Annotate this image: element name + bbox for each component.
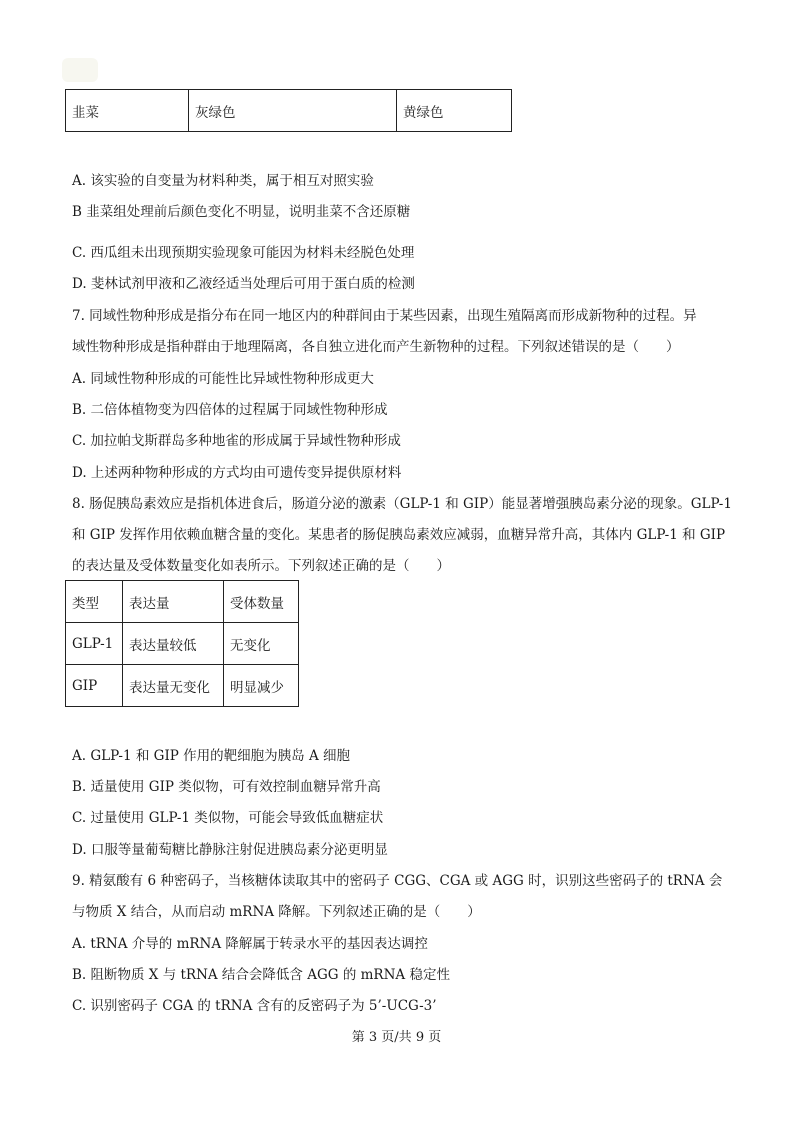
- table-cell: 表达量较低: [123, 623, 224, 665]
- q7-option-b: B. 二倍体植物变为四倍体的过程属于同域性物种形成: [72, 402, 388, 418]
- q9-option-c: C. 识别密码子 CGA 的 tRNA 含有的反密码子为 5’-UCG-3’: [72, 998, 437, 1014]
- table-header-cell: 类型: [66, 581, 123, 623]
- table-cell: 黄绿色: [397, 90, 512, 132]
- q6-option-d: D. 斐林试剂甲液和乙液经适当处理后可用于蛋白质的检测: [72, 276, 415, 292]
- q7-option-c: C. 加拉帕戈斯群岛多种地雀的形成属于异域性物种形成: [72, 433, 401, 449]
- table-header-cell: 表达量: [123, 581, 224, 623]
- table-cell: 韭菜: [66, 90, 189, 132]
- table-header-row: [66, 581, 299, 623]
- q6-option-a: A. 该实验的自变量为材料种类，属于相互对照实验: [72, 173, 374, 189]
- q9-option-b: B. 阻断物质 X 与 tRNA 结合会降低含 AGG 的 mRNA 稳定性: [72, 967, 450, 983]
- q8-stem-line-3: 的表达量及受体数量变化如表所示。下列叙述正确的是（ ）: [72, 558, 450, 574]
- q9-option-a: A. tRNA 介导的 mRNA 降解属于转录水平的基因表达调控: [72, 936, 428, 952]
- q8-option-c: C. 过量使用 GLP-1 类似物，可能会导致低血糖症状: [72, 810, 384, 826]
- table-cell: GIP: [66, 665, 123, 707]
- q6-option-c: C. 西瓜组未出现预期实验现象可能因为材料未经脱色处理: [72, 245, 415, 261]
- q9-stem-line-1: 9. 精氨酸有 6 种密码子，当核糖体读取其中的密码子 CGG、CGA 或 AGG 时，识别这些密码子的 tRNA 会: [72, 873, 723, 889]
- table-cell: 明显减少: [224, 665, 299, 707]
- q8-option-b: B. 适量使用 GIP 类似物，可有效控制血糖异常升高: [72, 779, 381, 795]
- table-cell: GLP-1: [66, 623, 123, 665]
- reagent-result-table: [65, 89, 512, 132]
- table-row: [66, 90, 512, 132]
- q8-option-d: D. 口服等量葡萄糖比静脉注射促进胰岛素分泌更明显: [72, 842, 388, 858]
- q7-stem-line-2: 域性物种形成是指种群由于地理隔离，各自独立进化而产生新物种的过程。下列叙述错误的是（ ）: [72, 339, 680, 355]
- page-footer: 第 3 页/共 9 页: [351, 1030, 442, 1045]
- table-cell: 灰绿色: [189, 90, 397, 132]
- table-row: [66, 665, 299, 707]
- q9-stem-line-2: 与物质 X 结合，从而启动 mRNA 降解。下列叙述正确的是（ ）: [72, 904, 481, 920]
- table-header-cell: 受体数量: [224, 581, 299, 623]
- q7-option-d: D. 上述两种物种形成的方式均由可遗传变异提供原材料: [72, 465, 402, 481]
- q8-stem-line-2: 和 GIP 发挥作用依赖血糖含量的变化。某患者的肠促胰岛素效应减弱，血糖异常升高，其体内 GLP-1 和 GIP: [72, 527, 726, 543]
- scan-smudge: [62, 58, 98, 82]
- q8-stem-line-1: 8. 肠促胰岛素效应是指机体进食后，肠道分泌的激素（GLP-1 和 GIP）能显著增强胰岛素分泌的现象。GLP-1: [72, 496, 732, 512]
- q8-option-a: A. GLP-1 和 GIP 作用的靶细胞为胰岛 A 细胞: [72, 748, 350, 764]
- hormone-table: [65, 580, 299, 707]
- table-cell: 无变化: [224, 623, 299, 665]
- table-cell: 表达量无变化: [123, 665, 224, 707]
- table-row: [66, 623, 299, 665]
- q6-option-b: B 韭菜组处理前后颜色变化不明显，说明韭菜不含还原糖: [72, 204, 411, 220]
- q7-stem-line-1: 7. 同域性物种形成是指分布在同一地区内的种群间由于某些因素，出现生殖隔离而形成新物种的过程。异: [72, 308, 697, 324]
- q7-option-a: A. 同域性物种形成的可能性比异域性物种形成更大: [72, 371, 374, 387]
